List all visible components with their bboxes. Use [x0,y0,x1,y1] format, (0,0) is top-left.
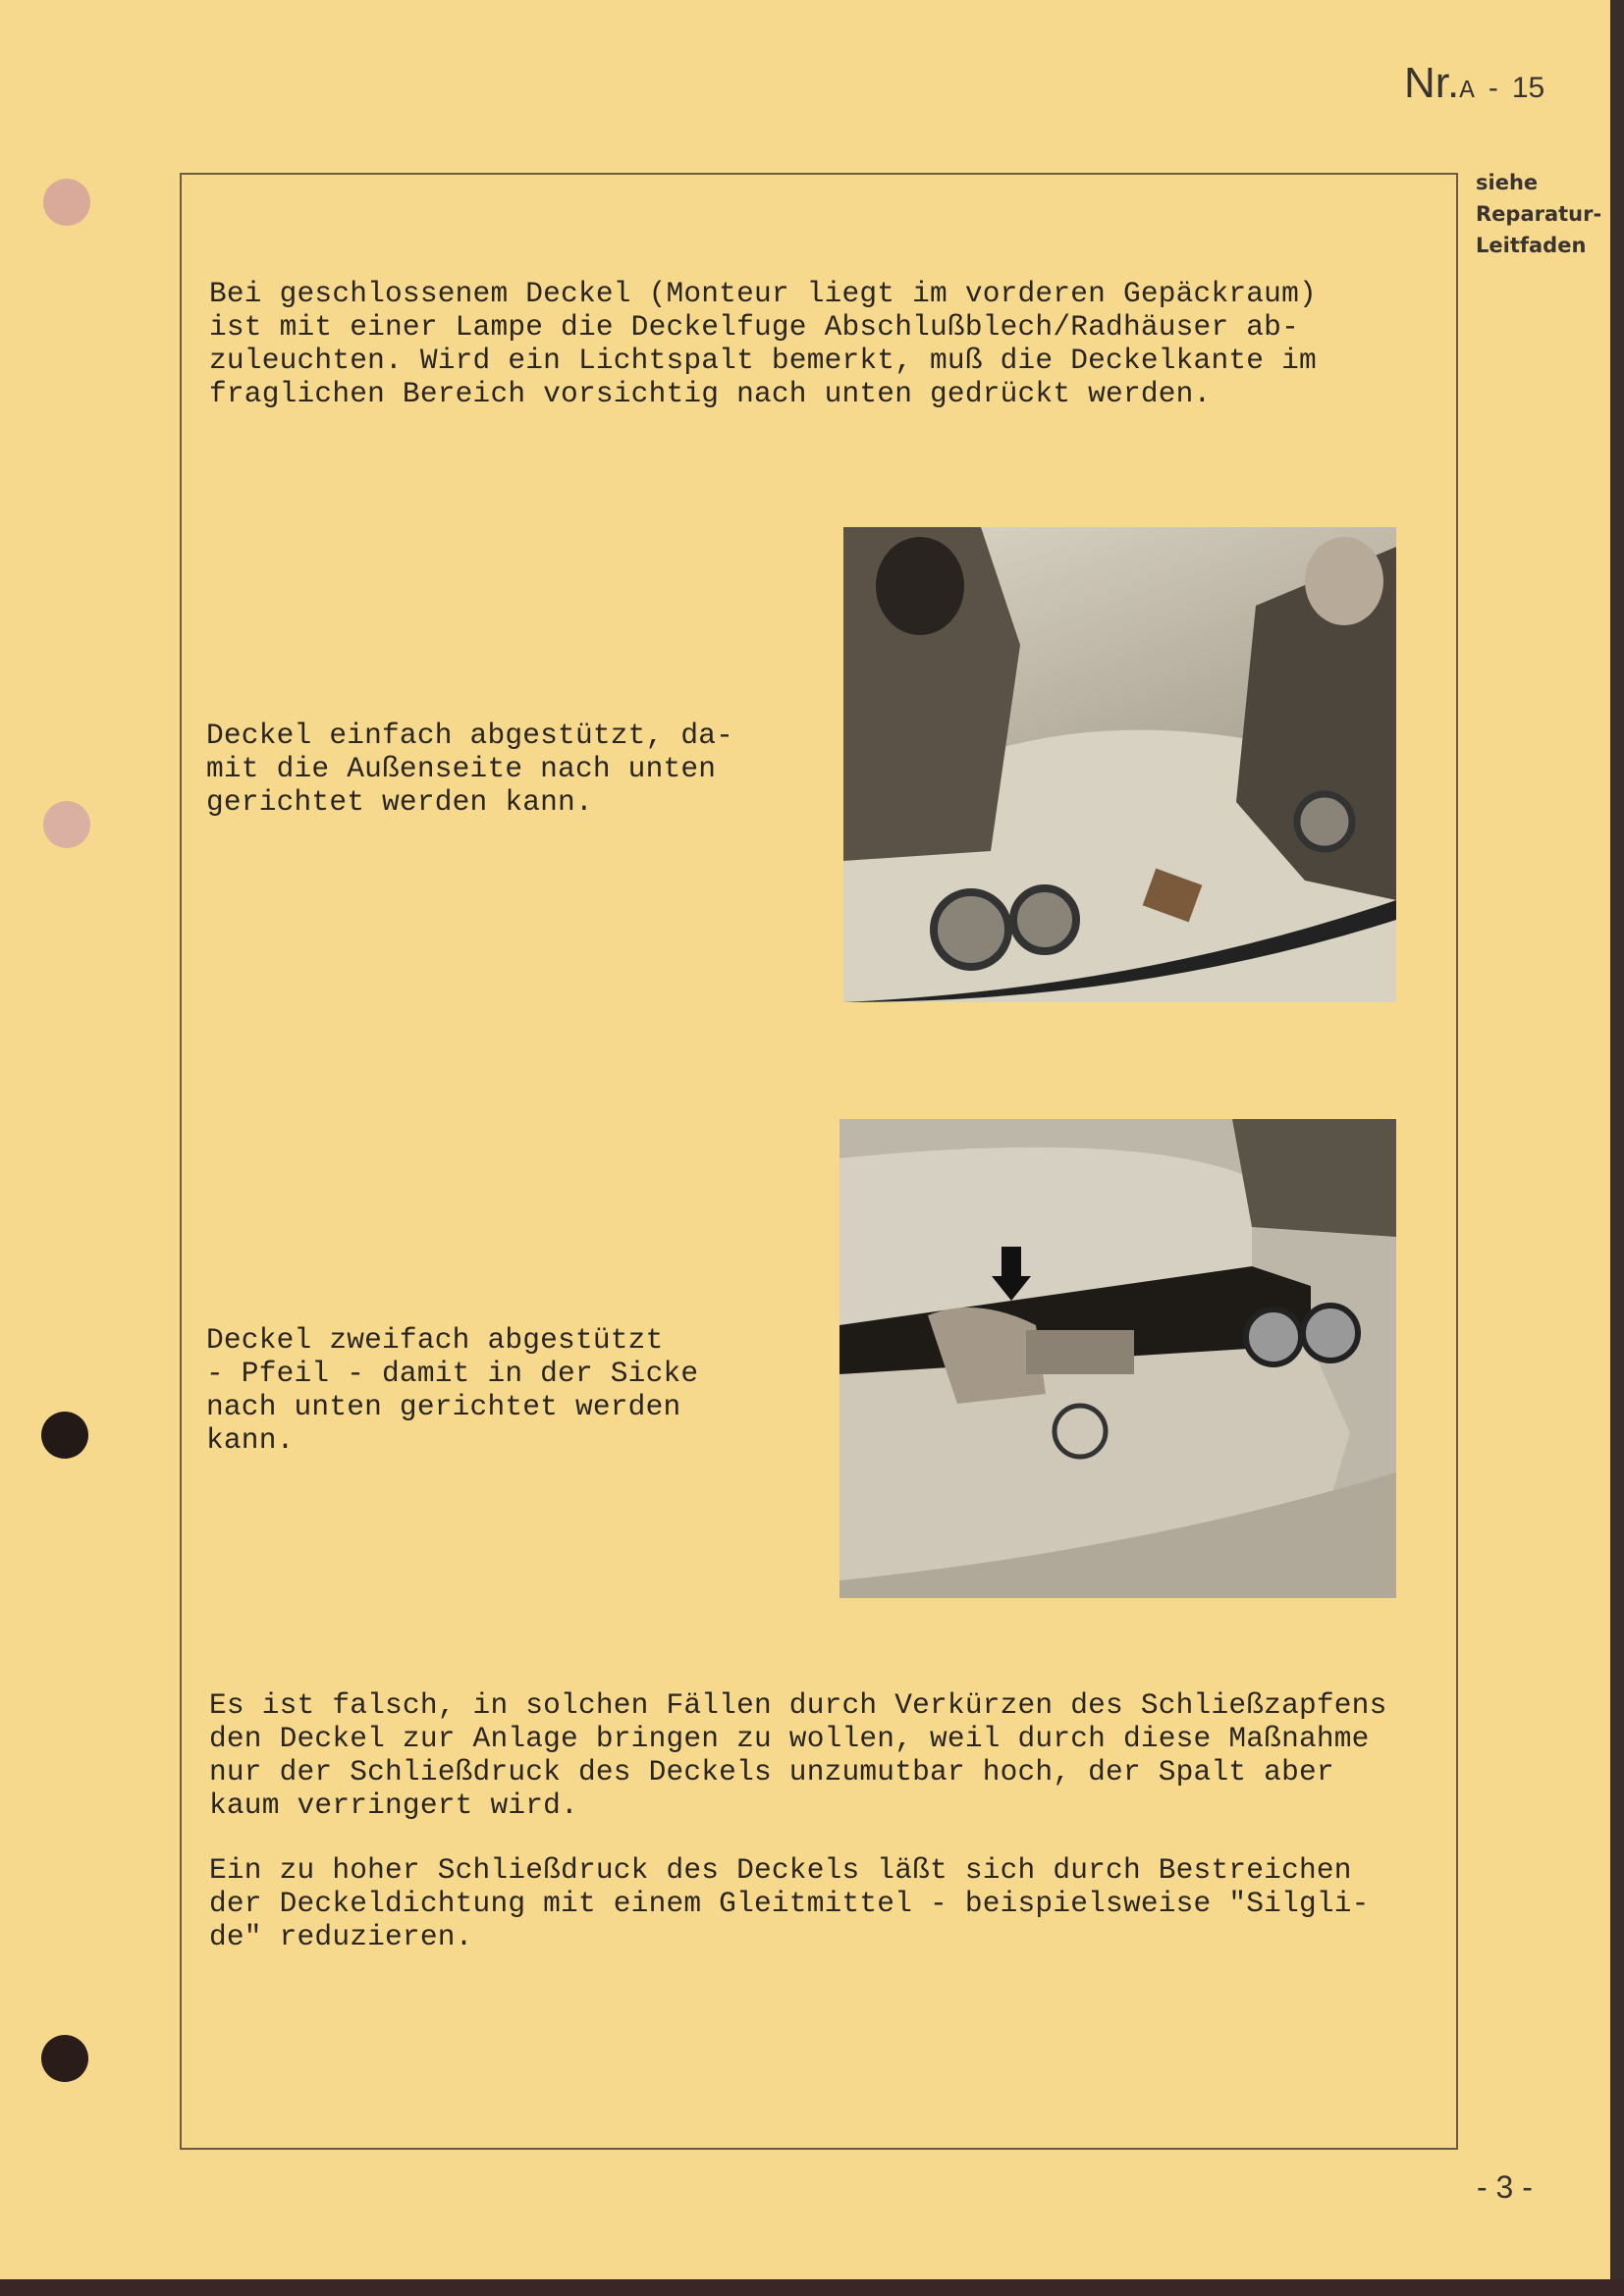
caption-double-support: Deckel zweifach abgestützt - Pfeil - damit in der Sicke nach unten gerichtet werden kann. [206,1323,699,1457]
side-note [1476,167,1601,261]
punch-hole [43,179,90,226]
paragraph-lubricant: Ein zu hoher Schließdruck des Deckels läßt sich durch Bestreichen der Deckeldichtung mit einem Gleitmittel - beispielsweise "Silgli- de" reduzieren. [209,1853,1370,1953]
side-note-line: siehe [1476,171,1539,194]
punch-hole [41,2035,88,2082]
page-edge-bottom [0,2279,1624,2296]
car-hood-photo-2 [839,1119,1396,1598]
photo-single-support [843,527,1396,1002]
nr-label: Nr. [1404,59,1460,107]
nr-number: 15 [1511,72,1545,104]
page-number: - 3 - [1477,2169,1533,2205]
side-note-line: Reparatur- [1476,202,1602,226]
nr-dash: - [1488,72,1498,104]
side-note-line: Leitfaden [1476,234,1587,257]
punch-hole [43,801,90,848]
photo-double-support [839,1119,1396,1598]
paragraph-warning: Es ist falsch, in solchen Fällen durch Verkürzen des Schließzapfens den Deckel zur Anlage bringen zu wollen, weil durch diese Maßnahme nur der Schließdruck des Deckels unzumutbar hoch, der Spalt aber kaum verringert wird. [209,1688,1387,1822]
paragraph-intro: Bei geschlossenem Deckel (Monteur liegt im vorderen Gepäckraum) ist mit einer Lampe die Deckelfuge Abschlußblech/Radhäuser ab- zuleuchten. Wird ein Lichtspalt bemerkt, muß die Deckelkante im fraglichen Bereich vorsichtig nach unten gedrückt werden. [209,277,1317,410]
car-hood-photo-1 [843,527,1396,1002]
caption-single-support: Deckel einfach abgestützt, da- mit die Außenseite nach unten gerichtet werden kann. [206,719,734,819]
nr-letter: A [1459,76,1475,105]
page-edge-right [1610,0,1624,2296]
document-number [1404,59,1544,108]
punch-hole [41,1412,88,1459]
